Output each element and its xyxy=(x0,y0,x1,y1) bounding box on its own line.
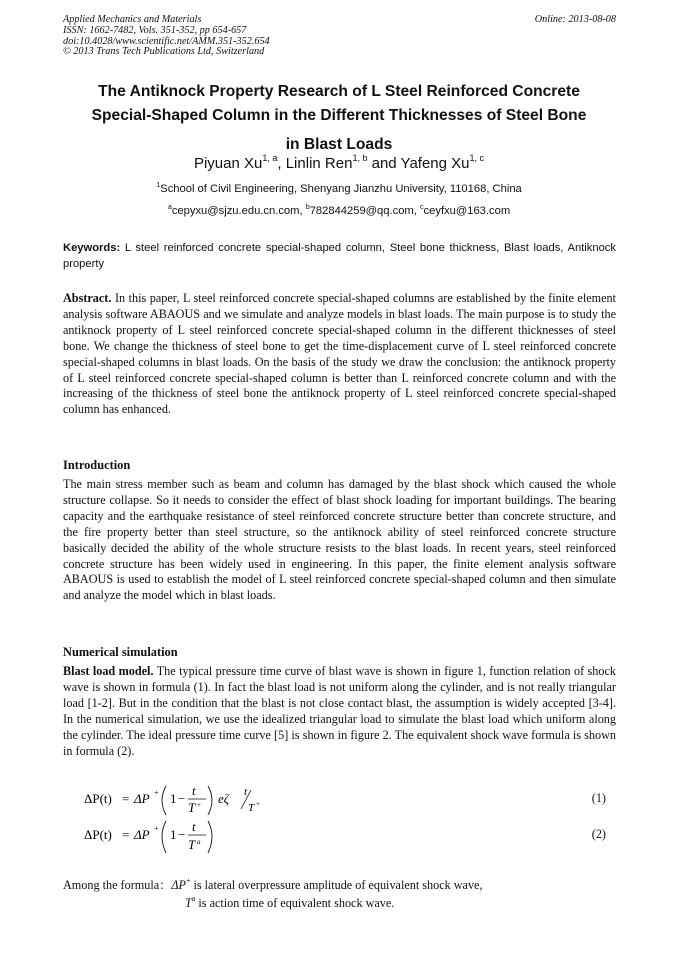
issn-line: ISSN: 1662-7482, Vols. 351-352, pp 654-657 xyxy=(63,24,247,36)
title-line-2: Special-Shaped Column in the Different Thicknesses of Steel Bone xyxy=(91,107,587,124)
keywords xyxy=(63,240,616,272)
explanation-line-2 xyxy=(63,894,616,912)
formula-minus: − xyxy=(178,827,186,842)
email-mark: b xyxy=(305,202,310,211)
introduction-paragraph: The main stress member such as beam and column has damaged by the blast shock which caused the whole structure collapse. So it needs to consider the effect of blast shock loading for important buildings. The bearing capacity and the earthquake resistance of steel reinforced concrete structure better than concrete structure, and the fire property better than steel structure, so the antiknock ability of steel reinforced concrete structure basically decided the ability of the whole structure resists to the blast loads. In recent years, steel reinforced concrete structure has been widely used in engineering. In this paper, the finite element analysis software ABAOUS is used to establish the model of L steel reinforced concrete special-shaped column and then simulate and analyze the model which in blast loads. xyxy=(63,477,616,603)
formula-minus: − xyxy=(178,791,186,806)
copyright-line: © 2013 Trans Tech Publications Ltd, Switzerland xyxy=(63,46,265,58)
author-separator: and xyxy=(367,155,401,172)
equation-number: (2) xyxy=(591,827,606,841)
formula-amplitude-sup: + xyxy=(154,824,159,833)
blast-load-paragraph xyxy=(63,664,616,759)
numerical-simulation-heading: Numerical simulation xyxy=(63,645,178,659)
symbol-t-a xyxy=(185,896,195,910)
author-affil-mark: 1, a xyxy=(262,153,278,163)
introduction-heading: Introduction xyxy=(63,458,131,472)
symbol-text: ΔP xyxy=(171,878,186,892)
tail-denominator: T xyxy=(248,802,255,814)
formula-one: 1 xyxy=(170,827,177,842)
keywords-label: Keywords: xyxy=(63,242,121,254)
equation-number: (1) xyxy=(591,791,606,805)
author-affil-mark: 1, c xyxy=(469,153,485,163)
tail-numerator: t xyxy=(244,786,248,798)
symbol-sup: a xyxy=(191,894,196,903)
formula-1 xyxy=(84,782,616,816)
journal-name: Applied Mechanics and Materials xyxy=(63,14,202,25)
fraction-den-sup: a xyxy=(197,838,201,846)
abstract-label: Abstract. xyxy=(63,291,112,305)
explanation-text: is action time of equivalent shock wave. xyxy=(195,896,395,910)
formula-lhs: ΔP(t) xyxy=(84,827,112,842)
abstract xyxy=(63,291,616,418)
paper-title xyxy=(60,80,618,157)
email-address[interactable]: 782844259@qq.com, xyxy=(309,205,420,217)
email-mark: c xyxy=(419,202,424,211)
right-paren xyxy=(208,786,212,815)
email-address[interactable]: cepyxu@sjzu.edu.cn.com, xyxy=(171,205,306,217)
author-name: Piyuan Xu xyxy=(193,155,263,172)
fraction-numerator: t xyxy=(192,783,196,798)
author-name: Yafeng Xu xyxy=(400,155,470,172)
formula-equals: = xyxy=(122,827,130,842)
email-address[interactable]: ceyfxu@163.com xyxy=(423,205,511,217)
fraction-den-sup: + xyxy=(197,801,201,809)
formula-explanation xyxy=(63,876,616,912)
explanation-lead: Among the formula： xyxy=(63,878,172,892)
affiliation-text: School of Civil Engineering, Shenyang Jianzhu University, 110168, China xyxy=(160,183,522,195)
author-list xyxy=(60,154,618,174)
formula-exp-tail: eζ xyxy=(218,791,230,806)
explanation-text: is lateral overpressure amplitude of equivalent shock wave, xyxy=(190,878,483,892)
formula-2 xyxy=(84,818,616,852)
title-line-3: in Blast Loads xyxy=(285,136,393,153)
author-separator: , xyxy=(277,155,286,172)
email-mark: a xyxy=(167,202,172,211)
fraction-denominator: T xyxy=(188,800,196,815)
right-paren xyxy=(208,821,212,853)
online-date: Online: 2013-08-08 xyxy=(534,14,616,25)
doi-line[interactable]: doi:10.4028/www.scientific.net/AMM.351-352.654 xyxy=(63,35,270,47)
affiliation xyxy=(60,182,618,196)
symbol-delta-p xyxy=(171,878,190,892)
formula-2-graphic xyxy=(84,818,284,858)
left-paren xyxy=(162,821,166,853)
formula-amplitude: ΔP xyxy=(134,791,150,806)
journal-header xyxy=(63,15,616,58)
symbol-text: T xyxy=(185,896,192,910)
abstract-text: In this paper, L steel reinforced concrete special-shaped columns are established by the finite element analysis software ABAOUS and we simulate and analyze models in blast loads. The main purpose is to study the antiknock property of L steel reinforced concrete special-shaped column in the different thicknesses of steel bone. We change the thickness of steel bone to get the time-displacement curve of L steel reinforced concrete special-shaped columns in blast loads. On the basis of the study we draw the conclusion: the antiknock property of L steel reinforced concrete special-shaped column is better than L reinforced concrete column and with the increasing of the thickness of steel bone the antiknock property of L steel reinforced concrete special-shaped column has enhanced. xyxy=(63,291,616,417)
blast-load-label: Blast load model. xyxy=(63,664,154,678)
author-affil-mark: 1, b xyxy=(352,153,368,163)
fraction-numerator: t xyxy=(192,819,196,834)
author-name: Linlin Ren xyxy=(285,155,353,172)
formula-one: 1 xyxy=(170,791,177,806)
affiliation-mark: 1 xyxy=(156,180,161,189)
formula-lhs: ΔP(t) xyxy=(84,791,112,806)
formula-1-graphic xyxy=(84,782,284,818)
formula-amplitude-sup: + xyxy=(154,788,159,797)
blast-load-text: The typical pressure time curve of blast wave is shown in figure 1, function relation of shock wave is shown in formula (1). In fact the blast load is not uniform along the cylinder, and is not really triangular load [1-2]. But in the condition that the blast is not close contact blast, the assumption is widely accepted [3-4]. In the numerical simulation, we use the idealized triangular load to simulate the blast load which uniform along the cylinder. The ideal pressure time curve [5] is shown in figure 2. The equivalent shock wave formula is shown in formula (2). xyxy=(63,664,616,758)
email-list xyxy=(60,204,618,218)
symbol-sup: + xyxy=(185,876,191,885)
keywords-text: L steel reinforced concrete special-shaped column, Steel bone thickness, Blast loads, Antiknock property xyxy=(63,242,616,270)
fraction-denominator: T xyxy=(188,837,196,852)
left-paren xyxy=(162,786,166,815)
explanation-line-1 xyxy=(63,876,616,894)
tail-den-sup: + xyxy=(256,800,260,808)
formula-equals: = xyxy=(122,791,130,806)
title-line-1: The Antiknock Property Research of L Steel Reinforced Concrete xyxy=(98,83,580,100)
formula-amplitude: ΔP xyxy=(134,827,150,842)
